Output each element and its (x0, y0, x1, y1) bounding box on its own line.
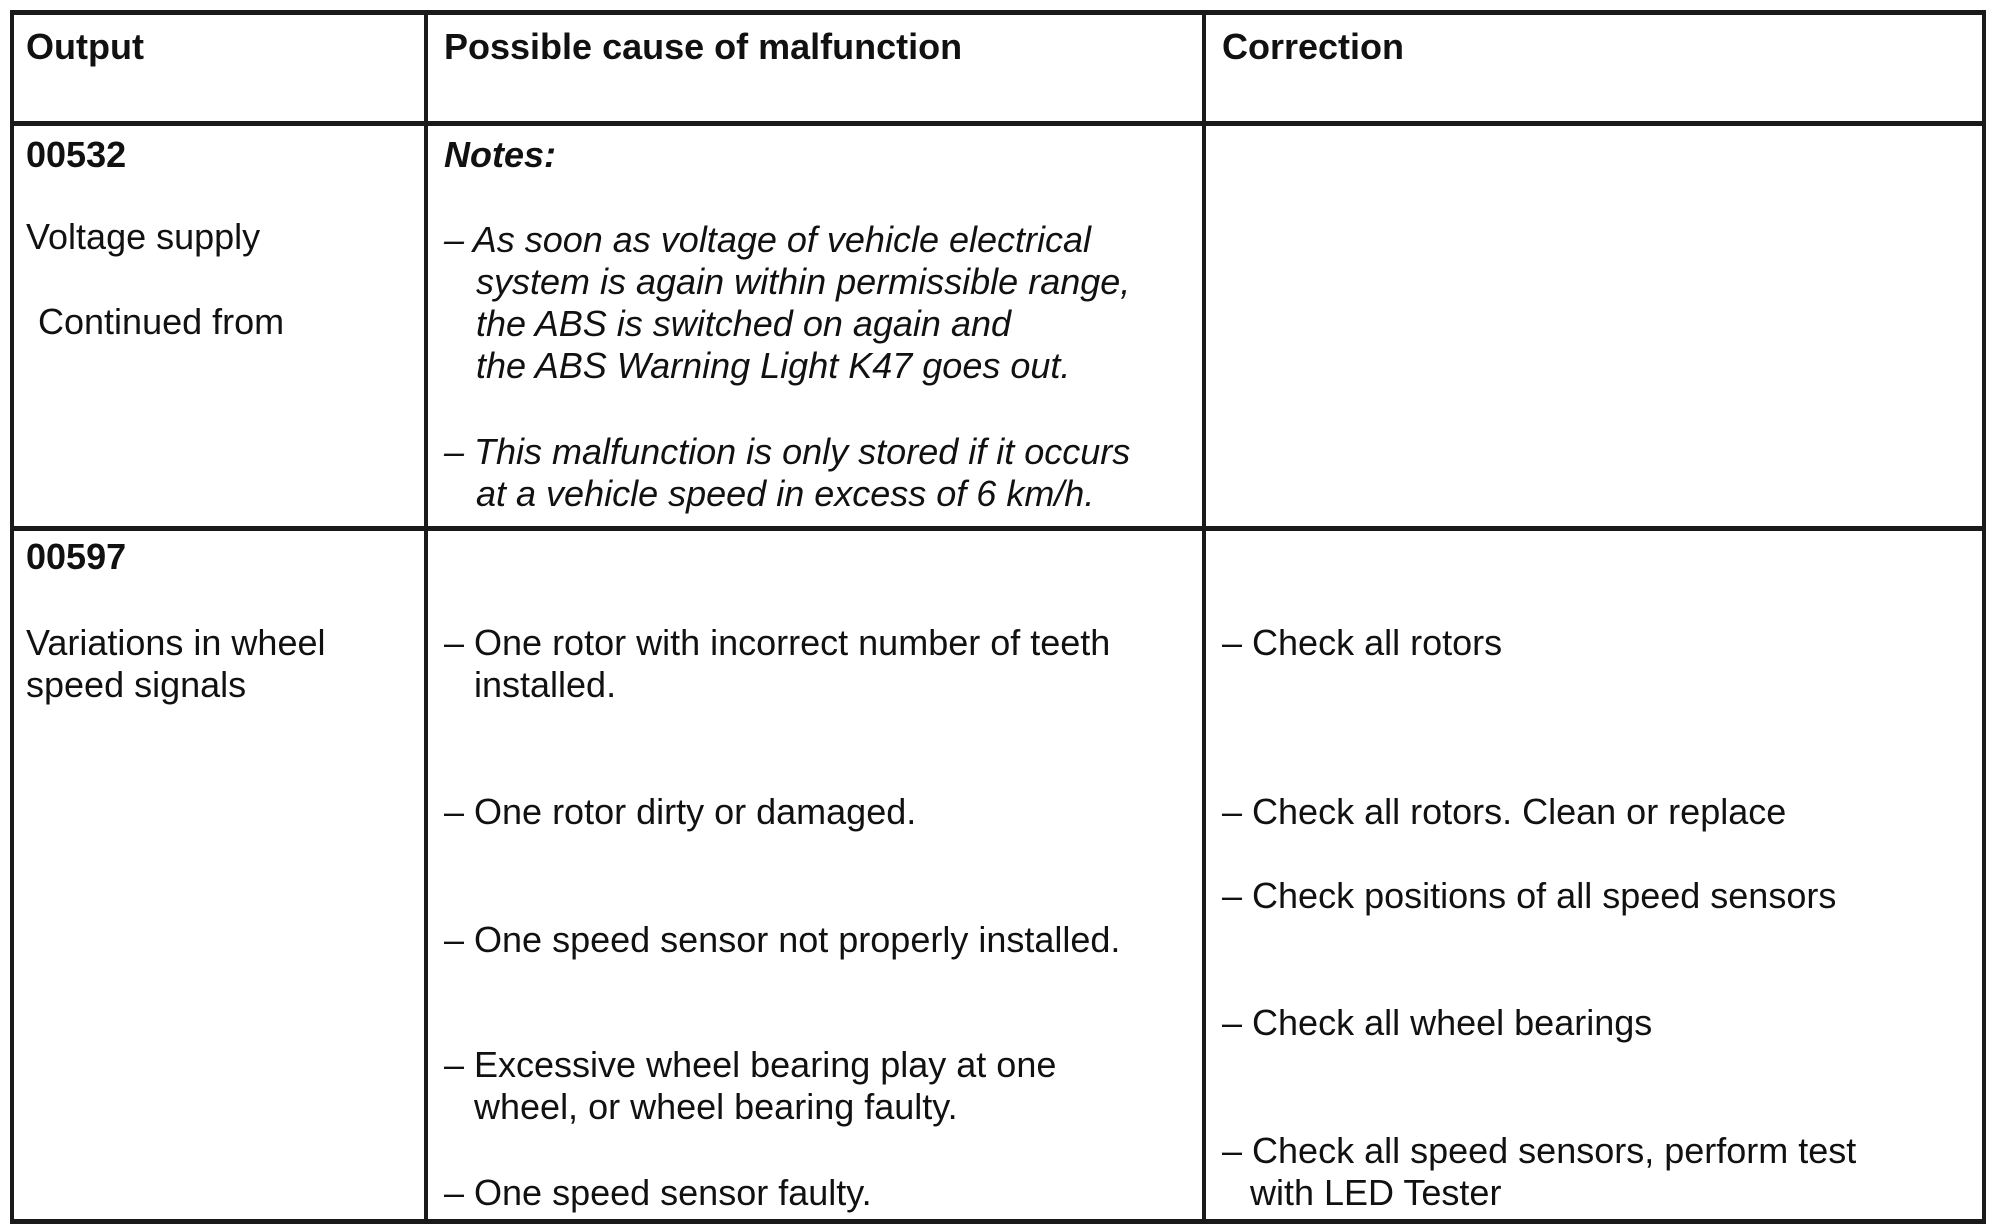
row2-cause-1-line1: – One rotor with incorrect number of teeth (444, 622, 1111, 663)
row2-cause-5: – One speed sensor faulty. (444, 1172, 872, 1213)
table-border-left (10, 10, 14, 1224)
row2-cause-3: – One speed sensor not properly installed. (444, 919, 1121, 960)
row1-note1-line3: the ABS is switched on again and (476, 303, 1012, 344)
header-divider (10, 121, 1986, 126)
row2-cause-1-line2: installed. (474, 664, 617, 705)
header-correction: Correction (1222, 26, 1405, 67)
table-border-bottom (10, 1219, 1986, 1224)
row2-correction-2: – Check all rotors. Clean or replace (1222, 791, 1787, 832)
row2-correction-1: – Check all rotors (1222, 622, 1503, 663)
row2-correction-3: – Check positions of all speed sensors (1222, 875, 1837, 916)
table-border-right (1982, 10, 1986, 1224)
row1-title: Voltage supply (26, 216, 261, 257)
row-divider (10, 526, 1986, 531)
row2-title-line2: speed signals (26, 664, 247, 705)
row1-notes-label: Notes: (444, 134, 557, 175)
row2-title-line1: Variations in wheel (26, 622, 326, 663)
row2-cause-2: – One rotor dirty or damaged. (444, 791, 917, 832)
row2-code: 00597 (26, 536, 127, 577)
row1-note1-line2: system is again within permissible range, (476, 261, 1131, 302)
row2-cause-4-line2: wheel, or wheel bearing faulty. (474, 1086, 958, 1127)
row1-note1-line4: the ABS Warning Light K47 goes out. (476, 345, 1071, 386)
column-divider-1 (424, 10, 428, 1224)
row1-note1-line1: – As soon as voltage of vehicle electrical (444, 219, 1092, 260)
header-cause: Possible cause of malfunction (444, 26, 963, 67)
row2-cause-4-line1: – Excessive wheel bearing play at one (444, 1044, 1057, 1085)
row1-note2-line1: – This malfunction is only stored if it occurs (444, 431, 1131, 472)
row2-correction-5-line1: – Check all speed sensors, perform test (1222, 1130, 1857, 1171)
row1-subtitle: Continued from (38, 301, 285, 342)
column-divider-2 (1202, 10, 1206, 1224)
header-output: Output (26, 26, 144, 67)
row2-correction-5-line2: with LED Tester (1250, 1172, 1502, 1213)
row1-code: 00532 (26, 134, 127, 175)
table-border-top (10, 10, 1986, 15)
row1-note2-line2: at a vehicle speed in excess of 6 km/h. (476, 473, 1095, 514)
row2-correction-4: – Check all wheel bearings (1222, 1002, 1653, 1043)
